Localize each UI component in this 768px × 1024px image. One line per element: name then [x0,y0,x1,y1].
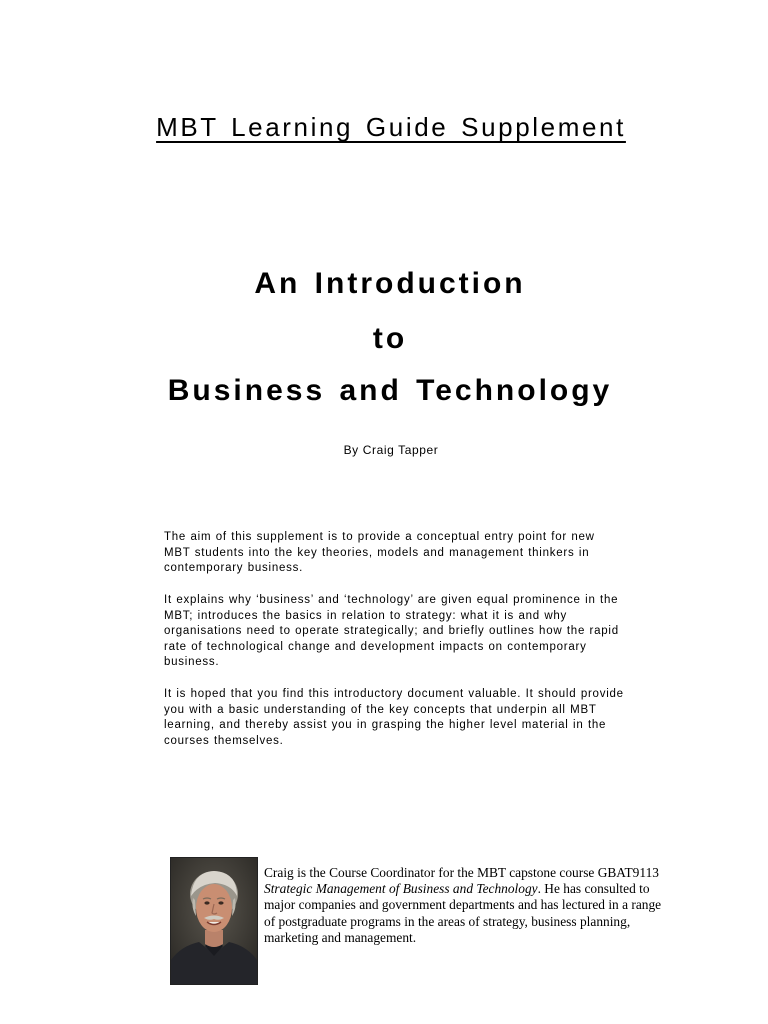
supplement-title [0,111,768,143]
intro-paragraph-1: The aim of this supplement is to provide a conceptual entry point for new MBT students into the key theories, models and management thinkers in contemporary business. [164,531,595,575]
title-line-1: An Introduction [254,267,526,300]
author-byline: By Craig Tapper [343,443,439,457]
author-photo [170,857,258,985]
title-line-3: Business and Technology [167,374,613,407]
bio-text-after: . He has consulted to major companies and government departments and has lectured in a range of postgraduate programs in the areas of strategy, business planning, marketing and management. [264,881,662,945]
intro-paragraph-3: It is hoped that you find this introductory document valuable. It should provide you with a basic understanding of the key concepts that underpin all MBT learning, and thereby assist you in grasping the higher level material in the courses themselves. [164,688,624,747]
title-line-2: to [372,322,408,355]
intro-paragraph-2: It explains why ‘business’ and ‘technology’ are given equal prominence in the MBT; introduces the basics in relation to strategy: what it is and why organisations need to operate strategically; and briefly outlines how the rapid rate of technological change and development impacts on contemporary business. [164,594,619,669]
author-portrait-icon [171,858,257,984]
author-bio [264,865,664,946]
supplement-title-text: MBT Learning Guide Supplement [156,112,626,142]
bio-text-before: Craig is the Course Coordinator for the MBT capstone course GBAT9113 [264,865,659,880]
course-name: Strategic Management of Business and Technology [264,881,538,897]
